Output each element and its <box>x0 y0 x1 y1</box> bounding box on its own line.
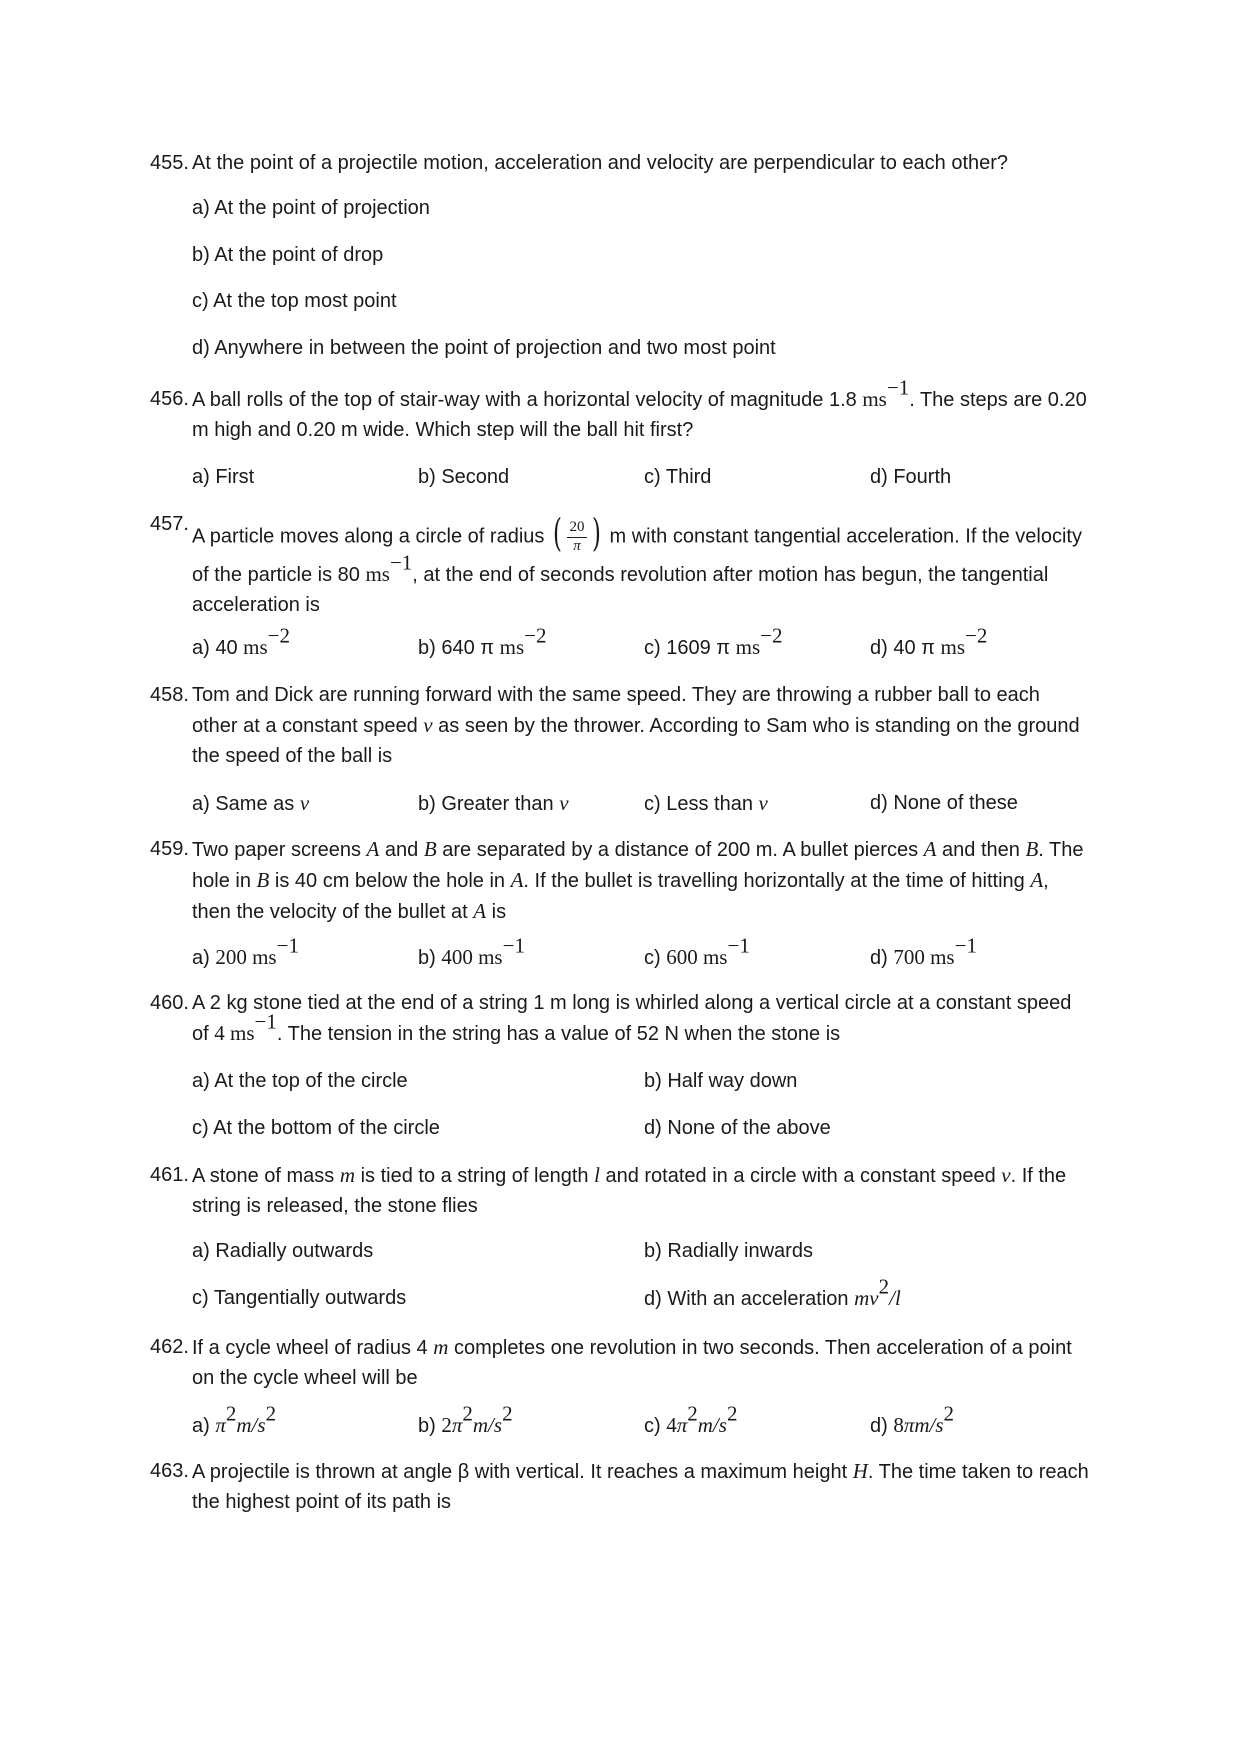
option-d: d) $8\pi m/s^2$ <box>870 1401 955 1437</box>
question-text: If a cycle wheel of radius 4 m completes one revolution in two seconds. Then acceleration of a point on the cycle wheel will be <box>192 1335 1072 1389</box>
question-text: A particle moves along a circle of radius ( 20 π ) m with constant tangential acceleration. If the velocity of the particle is 80 $ms^{-1}$, at the end of seconds revolution after motion has begun, the tangential acceleration is <box>192 511 1082 616</box>
option-a: a) At the point of projection <box>192 197 430 219</box>
option-a: a) At the top of the circle <box>192 1070 408 1092</box>
option-a: a) Same as v <box>192 791 310 815</box>
option-b: b) Half way down <box>644 1070 798 1092</box>
option-a: a) $\pi^2m/s^2$ <box>192 1401 277 1437</box>
option-d: d) None of these <box>870 792 1018 814</box>
option-d: d) None of the above <box>644 1117 831 1139</box>
question-456 <box>150 375 1090 445</box>
question-459 <box>150 834 1090 927</box>
question-text: A projectile is thrown at angle β with vertical. It reaches a maximum height H. The time taken to reach the highest point of its path is <box>192 1459 1089 1513</box>
option-b: b) Greater than v <box>418 791 569 815</box>
option-c: c) $4\pi^2m/s^2$ <box>644 1401 738 1437</box>
option-c: c) At the top most point <box>192 290 397 312</box>
question-number: 457. <box>150 513 189 535</box>
question-number: 456. <box>150 388 189 410</box>
question-text: Tom and Dick are running forward with the same speed. They are throwing a rubber ball to each other at a constant speed v as seen by the thrower. According to Sam who is standing on the ground the speed of the ball is <box>192 684 1080 767</box>
option-b: b) 640 π $ms^{-2}$ <box>418 623 547 659</box>
question-text: A stone of mass m is tied to a string of length l and rotated in a circle with a constant speed v. If the string is released, the stone flies <box>192 1163 1067 1217</box>
question-463 <box>150 1456 1090 1517</box>
option-c: c) Less than v <box>644 791 768 815</box>
question-457 <box>150 511 1090 620</box>
option-c: c) At the bottom of the circle <box>192 1117 440 1139</box>
question-460 <box>150 988 1090 1049</box>
question-text: Two paper screens A and B are separated by a distance of 200 m. A bullet pierces A and then B. The hole in B is 40 cm below the hole in A. If the bullet is travelling horizontally at the time of hitting A, then the velocity of the bullet at A is <box>192 837 1084 923</box>
option-d: d) With an acceleration $mv^2/l$ <box>644 1274 901 1310</box>
option-b: b) 400 $ms^{-1}$ <box>418 933 525 969</box>
question-number: 462. <box>150 1336 189 1358</box>
option-b: b) Radially inwards <box>644 1240 813 1262</box>
option-b: b) At the point of drop <box>192 244 384 266</box>
option-b: b) $2\pi^2m/s^2$ <box>418 1401 513 1437</box>
option-a: a) Radially outwards <box>192 1240 374 1262</box>
option-a: a) 200 $ms^{-1}$ <box>192 933 299 969</box>
question-text: A 2 kg stone tied at the end of a string 1 m long is whirled along a vertical circle at a constant speed of 4 $ms^{-1}$. The tension in the string has a value of 52 N when the stone is <box>192 992 1072 1045</box>
option-d: d) Fourth <box>870 466 952 488</box>
option-d: d) 40 π $ms^{-2}$ <box>870 623 988 659</box>
option-c: c) 600 $ms^{-1}$ <box>644 933 750 969</box>
option-d: d) Anywhere in between the point of projection and two most point <box>192 337 776 359</box>
option-d: d) 700 $ms^{-1}$ <box>870 933 977 969</box>
question-number: 460. <box>150 992 189 1014</box>
question-number: 461. <box>150 1164 189 1186</box>
option-c: c) 1609 π $ms^{-2}$ <box>644 623 783 659</box>
question-number: 458. <box>150 684 189 706</box>
question-461 <box>150 1160 1090 1221</box>
option-a: a) 40 $ms^{-2}$ <box>192 623 291 659</box>
question-number: 455. <box>150 152 189 174</box>
question-462 <box>150 1332 1090 1393</box>
question-number: 463. <box>150 1460 189 1482</box>
question-text: A ball rolls of the top of stair-way with a horizontal velocity of magnitude 1.8 $ms^{-1}$. The steps are 0.20 m high and 0.20 m wide. Which step will the ball hit first? <box>192 375 1087 441</box>
question-number: 459. <box>150 838 189 860</box>
option-b: b) Second <box>418 466 510 488</box>
option-a: a) First <box>192 466 255 488</box>
question-text: At the point of a projectile motion, acceleration and velocity are perpendicular to each other? <box>192 152 1009 174</box>
question-458 <box>150 680 1090 771</box>
option-c: c) Third <box>644 466 712 488</box>
option-c: c) Tangentially outwards <box>192 1287 407 1309</box>
question-455 <box>150 148 1090 178</box>
fraction-radius: ( 20 π ) <box>552 511 601 555</box>
